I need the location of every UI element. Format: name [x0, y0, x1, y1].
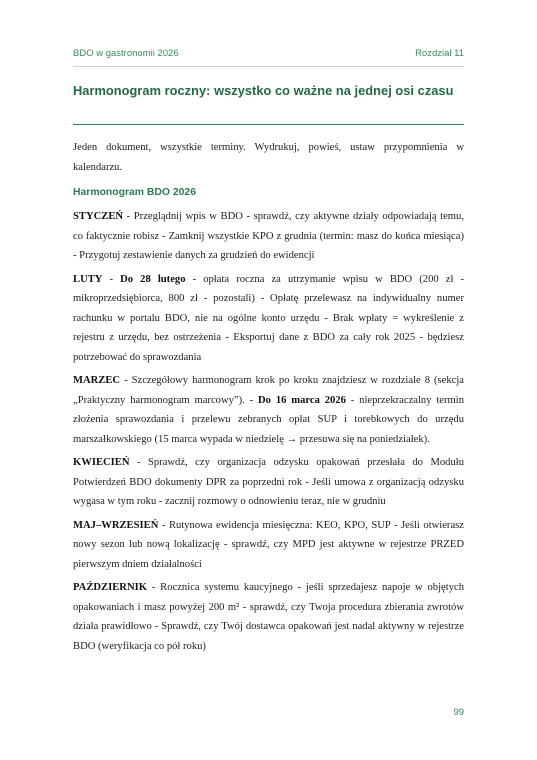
intro-paragraph: Jeden dokument, wszystkie terminy. Wydrukuj, powieś, ustaw przypomnienia w kalendarzu. — [73, 142, 464, 173]
running-header — [73, 48, 464, 62]
entry-text: - nieprzekraczalny termin złożenia sprawozdania i przelewu zebranych opłat SUP i torebkowych do urzędu marszałkowskiego (15 marca wypada w niedzielę → przesuwa się na poniedziałek). — [73, 394, 465, 445]
month-label: MARZEC — [73, 375, 121, 386]
month-label: KWIECIEŃ — [73, 457, 130, 468]
entry-text: - opłata roczna za utrzymanie wpisu w BDO (200 zł - mikroprzedsiębiorca, 800 zł - pozostali) - Opłatę przelewasz na indywidualny numer rachunku w portalu BDO, nie na ogólne konto urzędu - Brak wpłaty = wykreślenie z rejestru z urzędu, bez ostrzeżenia - Eksportuj dane z BDO za cały rok 2025 - będziesz potrzebować do sprawozdania — [73, 273, 465, 363]
entry-pazdziernik — [73, 578, 464, 656]
entry-text: - Przeglądnij wpis w BDO - sprawdź, czy aktywne działy odpowiadają temu, co faktycznie robisz - Zamknij wszystkie KPO z grudnia (termin: masz do końca miesiąca) - Przygotuj zestawienie danych za grudzień do ewidencji — [73, 211, 464, 261]
entry-maj-wrzesien — [73, 516, 464, 575]
entry-styczen — [73, 207, 464, 266]
deadline-text: Do 28 lutego — [120, 273, 186, 285]
book-title: BDO w gastronomii 2026 — [73, 48, 179, 59]
month-label: PAŹDZIERNIK — [73, 582, 147, 593]
page-body — [73, 138, 464, 660]
entry-luty — [73, 270, 464, 368]
page-number: 99 — [453, 707, 464, 718]
entry-marzec — [73, 371, 464, 449]
month-label: STYCZEŃ — [73, 211, 124, 222]
month-label: LUTY — [73, 273, 103, 285]
entry-text: - Rutynowa ewidencja miesięczna: KEO, KPO, SUP - Jeśli otwierasz nowy sezon lub nową lokalizację - sprawdź, czy MPD jest aktywne w rejestrze PRZED pierwszym dniem działalności — [73, 519, 464, 570]
entry-text: - Rocznica systemu kaucyjnego - jeśli sprzedajesz napoje w objętych opakowaniach i masz powyżej 200 m² - sprawdź, czy Twoja procedura zbierania zwrotów działa prawidłowo - Sprawdź, czy Twój dostawca opakowań jest nadal aktywny w rejestrze BDO (weryfikacja co pół roku) — [73, 582, 464, 652]
deadline-text: Do 16 marca 2026 — [258, 394, 346, 406]
title-divider — [73, 124, 464, 125]
entry-separator: - — [102, 273, 121, 285]
entry-text: - Sprawdź, czy organizacja odzysku opakowań przesłała do Modułu Potwierdzeń BDO dokumenty DPR za poprzedni rok - Jeśli umowa z organizacją odzysku wygasa w tym roku - zacznij rozmowy o odnowieniu teraz, nie w grudniu — [73, 457, 464, 507]
entry-kwiecien — [73, 453, 464, 512]
entry-text: - Szczegółowy harmonogram krok po kroku znajdziesz w rozdziale 8 (sekcja „Praktyczny harmonogram marcowy”). - — [73, 375, 464, 406]
chapter-title: Harmonogram roczny: wszystko co ważne na jednej osi czasu — [73, 83, 454, 98]
chapter-label: Rozdział 11 — [415, 48, 464, 59]
header-divider — [73, 66, 464, 67]
section-heading: Harmonogram BDO 2026 — [73, 187, 196, 198]
month-label: MAJ–WRZESIEŃ — [73, 519, 159, 531]
